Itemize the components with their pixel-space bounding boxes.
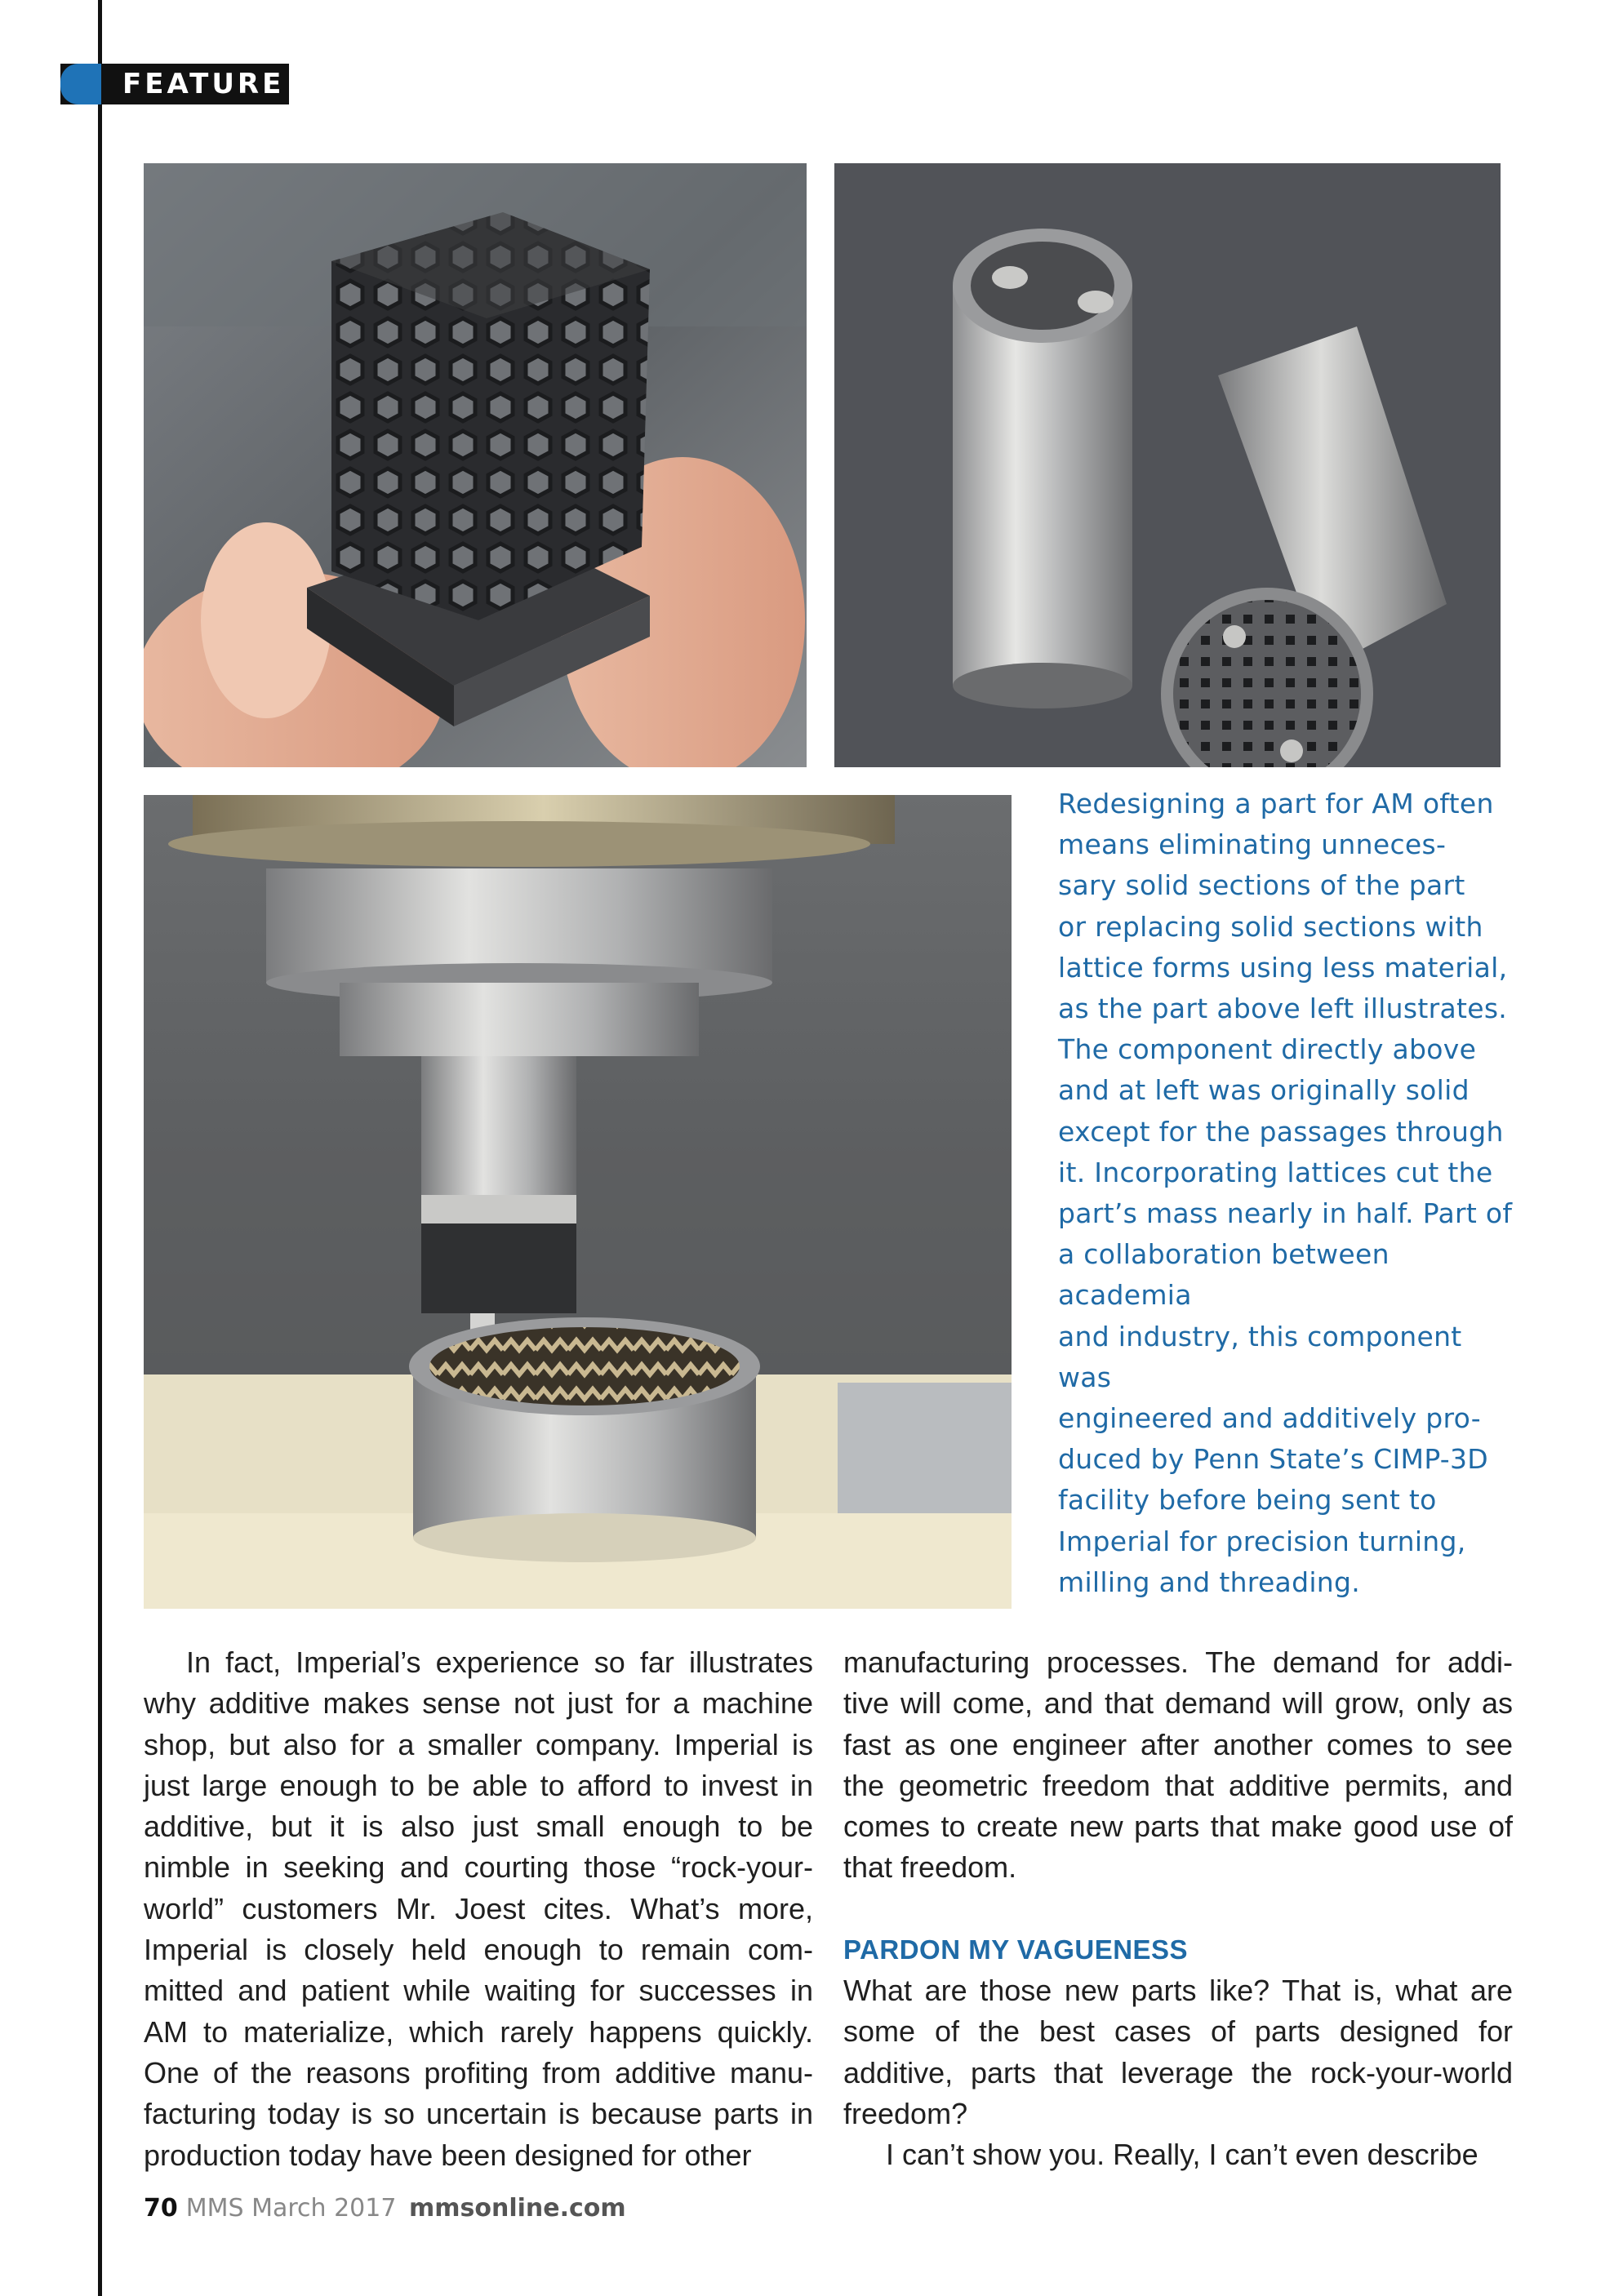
body-column-left: [144, 1642, 813, 2176]
body-paragraph: I can’t show you. Really, I can’t even describe: [886, 2138, 1478, 2172]
caption-line: milling and threading.: [1058, 1565, 1361, 1598]
caption-line: except for the passages through: [1058, 1115, 1504, 1148]
caption-line: means eliminating unneces-: [1058, 828, 1447, 861]
body-paragraph: What are those new parts like? That is, what are some of the best cases of parts designed for additive, parts that leverage the rock-your-world freedom?: [843, 1974, 1513, 2130]
body-paragraph: manufacturing processes. The demand for addi-tive will come, and that demand will grow, only as fast as one engineer after another comes to see the geometric freedom that additive permits, and comes to create new parts that make good use of that freedom.: [843, 1645, 1513, 1885]
photo-machining: [144, 795, 1012, 1609]
photo-cylinders: [834, 163, 1501, 767]
page-footer: [144, 2194, 626, 2223]
photo-lattice-cube: [144, 163, 807, 767]
body-paragraph: In fact, Imperial’s experience so far illustrates why additive makes sense not just for a machine shop, but also for a smaller company. Imperial is just large enough to be able to afford to invest in additive, but it is also just small enough to be nimble in seeking and courting those “rock-your-world” customers Mr. Joest cites. What’s more, Imperial is closely held enough to remain com-mitted and patient while waiting for successes in AM to materialize, which rarely happens quickly. One of the reasons profiting from additive manu-facturing today is so uncertain is because parts in production today have been designed for other: [144, 1645, 813, 2172]
caption-line: part’s mass nearly in half. Part of: [1058, 1197, 1513, 1230]
cylinders-image: [834, 163, 1501, 767]
caption-line: or replacing solid sections with: [1058, 910, 1483, 943]
caption-line: and industry, this component was: [1058, 1320, 1462, 1393]
photo-caption: [1058, 784, 1515, 1603]
caption-line: facility before being sent to: [1058, 1484, 1437, 1517]
caption-line: duced by Penn State’s CIMP-3D: [1058, 1443, 1489, 1476]
page-number: 70: [144, 2194, 178, 2223]
caption-line: sary solid sections of the part: [1058, 869, 1465, 902]
caption-line: engineered and additively pro-: [1058, 1402, 1481, 1435]
machining-image: [144, 795, 1012, 1609]
section-tab-label: FEATURE: [122, 68, 285, 100]
issue-label: MMS March 2017: [185, 2194, 397, 2223]
body-column-right: [843, 1642, 1513, 2176]
lattice-cube-image: [144, 163, 807, 767]
caption-line: a collaboration between academia: [1058, 1238, 1390, 1312]
caption-line: Redesigning a part for AM often: [1058, 788, 1494, 819]
caption-line: Imperial for precision turning,: [1058, 1525, 1466, 1557]
page-spine-rule: [98, 0, 102, 2296]
caption-line: lattice forms using less material,: [1058, 951, 1508, 984]
caption-line: as the part above left illustrates.: [1058, 993, 1508, 1025]
section-tab-accent: [60, 64, 101, 104]
caption-line: it. Incorporating lattices cut the: [1058, 1156, 1493, 1188]
site-url: mmsonline.com: [408, 2194, 626, 2223]
caption-line: The component directly above: [1058, 1033, 1477, 1066]
caption-line: and at left was originally solid: [1058, 1074, 1470, 1107]
subhead: PARDON MY VAGUENESS: [843, 1934, 1189, 1965]
